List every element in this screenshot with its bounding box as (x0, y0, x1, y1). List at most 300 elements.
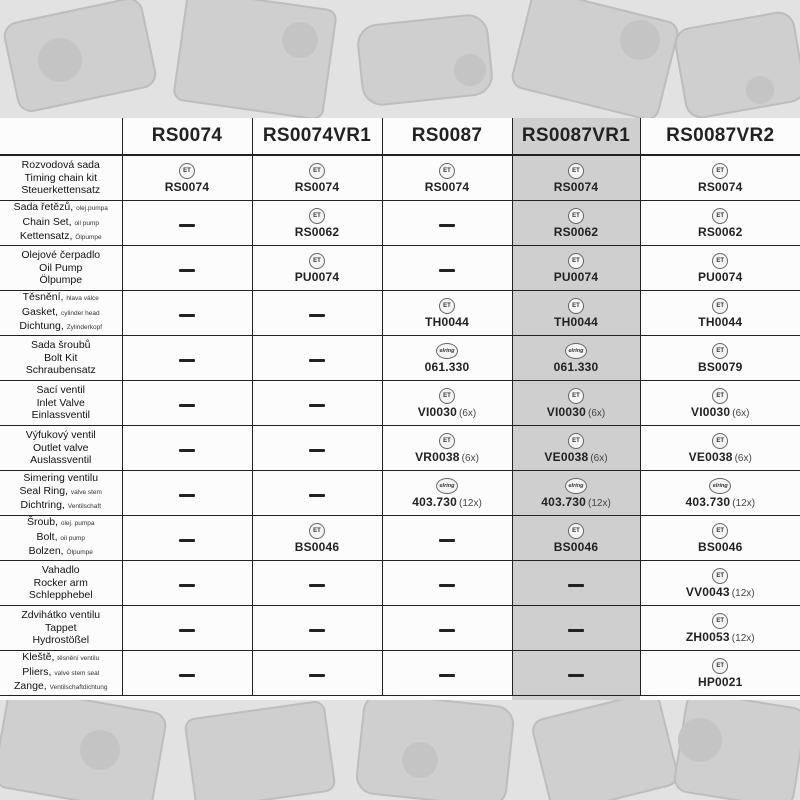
row-label-subtext: oil pump (60, 534, 85, 542)
part-cell (252, 336, 382, 381)
part-number: 403.730 (412, 494, 457, 509)
row-label-line (0, 429, 122, 442)
table-row (0, 336, 800, 381)
et-logo-icon: ET (712, 523, 728, 539)
not-included-dash (179, 314, 195, 317)
row-label-line (0, 339, 122, 352)
part-cell (640, 651, 800, 696)
row-label-text: Simering ventilu (23, 472, 99, 485)
row-label-text: Dichtung, (19, 320, 64, 333)
part-number-line (544, 450, 607, 464)
table-row (0, 516, 800, 561)
et-logo-icon: ET (439, 388, 455, 404)
part-number-line (698, 225, 743, 239)
part-cell (252, 291, 382, 336)
part-cell (122, 336, 252, 381)
part-cell (382, 155, 512, 201)
row-label-line (0, 622, 122, 635)
row-label-text: Sada šroubů (30, 339, 91, 352)
row-label-line (0, 680, 122, 695)
row-label-line (0, 589, 122, 602)
row-label-text: Seal Ring, (19, 484, 68, 497)
not-included-dash (309, 584, 325, 587)
not-included-dash (439, 224, 455, 227)
part-cell (252, 651, 382, 696)
header-corner (0, 118, 122, 155)
et-logo-icon: ET (439, 163, 455, 179)
part-number-line (412, 495, 482, 509)
not-included-dash (309, 404, 325, 407)
row-label-line (0, 442, 122, 455)
elring-logo-icon: elring (709, 478, 731, 494)
part-number-line (415, 450, 479, 464)
part-entry (383, 388, 512, 419)
et-logo-icon: ET (712, 388, 728, 404)
row-label-text: Zange, (14, 680, 47, 693)
row-label-text: Kettensatz, (19, 230, 73, 243)
part-quantity: (6x) (590, 452, 608, 464)
part-cell (122, 201, 252, 246)
row-label-line (0, 230, 122, 245)
part-entry (253, 208, 382, 239)
part-entry (513, 433, 640, 464)
row-label-line (0, 634, 122, 647)
row-label-text: Chain Set, (22, 215, 72, 228)
et-logo-icon: ET (712, 568, 728, 584)
part-quantity: (12x) (732, 497, 756, 509)
part-cell (640, 381, 800, 426)
row-label-line (0, 577, 122, 590)
part-number: VI0030 (691, 404, 731, 419)
et-logo-icon: ET (568, 523, 584, 539)
et-logo-icon: ET (712, 298, 728, 314)
row-label-subtext: Zylinderkopf (66, 324, 103, 332)
row-label-text: Bolzen, (28, 545, 64, 558)
part-number-line (554, 360, 599, 374)
part-number: RS0074 (164, 179, 210, 194)
part-entry (641, 253, 800, 284)
row-label-subtext: valve stem seal (54, 669, 100, 677)
part-cell (382, 471, 512, 516)
et-logo-icon: ET (309, 253, 325, 269)
row-label-text: Schraubensatz (25, 364, 96, 377)
part-cell (122, 381, 252, 426)
row-label-text: Těsnění, (22, 291, 64, 304)
row-label (0, 561, 122, 606)
row-label-subtext: oil pump (74, 219, 100, 227)
part-cell (640, 291, 800, 336)
part-number-line (541, 495, 611, 509)
row-label (0, 516, 122, 561)
not-included-dash (568, 584, 584, 587)
part-entry (383, 343, 512, 374)
row-label-text: Hydrostößel (32, 634, 90, 647)
part-cell (382, 426, 512, 471)
part-entry (253, 253, 382, 284)
row-label (0, 471, 122, 516)
part-cell (382, 336, 512, 381)
part-entry (513, 253, 640, 284)
row-label-text: Ölpumpe (39, 274, 83, 287)
part-entry (513, 298, 640, 329)
part-cell (122, 516, 252, 561)
et-logo-icon: ET (712, 253, 728, 269)
part-number-line (554, 315, 598, 329)
part-number-line (425, 180, 470, 194)
part-number-line (418, 405, 476, 419)
part-number: PU0074 (294, 269, 340, 284)
part-entry (641, 478, 800, 509)
row-label (0, 426, 122, 471)
not-included-dash (179, 449, 195, 452)
part-cell (252, 471, 382, 516)
part-number: 403.730 (685, 494, 731, 509)
column-header: RS0087VR2 (640, 118, 800, 155)
not-included-dash (179, 584, 195, 587)
row-label-line (0, 397, 122, 410)
part-cell (382, 516, 512, 561)
row-label-text: Pliers, (22, 665, 52, 678)
part-quantity: (6x) (461, 452, 479, 464)
part-cell (252, 516, 382, 561)
et-logo-icon: ET (712, 343, 728, 359)
part-entry (641, 388, 800, 419)
part-number-line (698, 360, 743, 374)
table-row (0, 381, 800, 426)
row-label-line (0, 516, 122, 531)
row-label-subtext: cylinder head (60, 309, 100, 317)
part-entry (513, 523, 640, 554)
part-entry (641, 658, 800, 689)
row-label-subtext: Ölpumpe (66, 549, 93, 557)
row-label-text: Oil Pump (39, 261, 83, 274)
row-label-text: Outlet valve (33, 441, 89, 454)
part-cell (382, 651, 512, 696)
part-entry (513, 343, 640, 374)
part-number: VE0038 (544, 449, 589, 464)
kit-comparison-table (0, 118, 800, 696)
not-included-dash (179, 494, 195, 497)
part-number-line (165, 180, 210, 194)
et-logo-icon: ET (439, 433, 455, 449)
row-label-text: Steuerkettensatz (21, 184, 101, 197)
part-cell (122, 561, 252, 606)
table-row (0, 291, 800, 336)
part-number: TH0044 (425, 314, 469, 329)
part-cell (252, 606, 382, 651)
part-cell (252, 246, 382, 291)
not-included-dash (439, 269, 455, 272)
row-label-line (0, 531, 122, 546)
part-cell (382, 606, 512, 651)
part-entry (383, 478, 512, 509)
row-label-text: Bolt Kit (44, 351, 78, 364)
part-entry (641, 208, 800, 239)
part-number: VE0038 (688, 449, 733, 464)
not-included-dash (309, 359, 325, 362)
et-logo-icon: ET (568, 208, 584, 224)
part-cell (512, 246, 640, 291)
et-logo-icon: ET (568, 388, 584, 404)
part-cell (512, 336, 640, 381)
part-quantity: (12x) (458, 497, 482, 509)
part-entry (383, 298, 512, 329)
part-number-line (689, 450, 752, 464)
row-label-line (0, 609, 122, 622)
table-row (0, 561, 800, 606)
part-number: 061.330 (553, 359, 599, 374)
row-label-line (0, 384, 122, 397)
part-entry (513, 163, 640, 194)
part-cell (512, 381, 640, 426)
table-row (0, 606, 800, 651)
part-number: ZH0053 (685, 629, 730, 644)
part-cell (252, 561, 382, 606)
row-label-line (0, 172, 122, 185)
part-cell (640, 201, 800, 246)
part-entry (641, 523, 800, 554)
not-included-dash (179, 224, 195, 227)
row-label-line (0, 666, 122, 681)
part-number-line (698, 675, 743, 689)
row-label-line (0, 159, 122, 172)
row-label-subtext: olej.pumpa (76, 205, 108, 213)
row-label-text: Vahadlo (41, 564, 80, 577)
row-label-text: Auslassventil (30, 454, 92, 467)
part-number-line (691, 405, 749, 419)
column-header: RS0087 (382, 118, 512, 155)
et-logo-icon: ET (568, 298, 584, 314)
part-cell (640, 516, 800, 561)
row-label (0, 201, 122, 246)
elring-logo-icon: elring (436, 343, 458, 359)
part-number-line (554, 225, 599, 239)
part-quantity: (12x) (587, 497, 611, 509)
part-cell (252, 426, 382, 471)
part-number-line (295, 270, 340, 284)
part-cell (382, 291, 512, 336)
header-row (0, 118, 800, 155)
row-label-line (0, 485, 122, 500)
row-label-line (0, 564, 122, 577)
row-label-text: Výfukový ventil (25, 429, 96, 442)
part-number-line (698, 270, 743, 284)
row-label-line (0, 472, 122, 485)
et-logo-icon: ET (712, 208, 728, 224)
row-label-text: Zdvihátko ventilu (21, 609, 101, 622)
part-entry (383, 163, 512, 194)
part-entry (641, 613, 800, 644)
row-label-subtext: Ventilschaft (67, 503, 102, 511)
part-number: PU0074 (697, 269, 743, 284)
row-label-line (0, 545, 122, 560)
row-label-line (0, 306, 122, 321)
table-row (0, 651, 800, 696)
row-label-text: Gasket, (21, 305, 59, 318)
row-label-line (0, 291, 122, 306)
not-included-dash (439, 539, 455, 542)
part-cell (640, 426, 800, 471)
row-label-text: Timing chain kit (24, 171, 98, 184)
part-cell (640, 606, 800, 651)
part-number: VI0030 (546, 404, 586, 419)
part-number: 061.330 (424, 359, 470, 374)
row-label-text: Einlassventil (31, 409, 90, 422)
part-number-line (425, 315, 469, 329)
part-cell (122, 426, 252, 471)
column-header: RS0074VR1 (252, 118, 382, 155)
row-label-line (0, 201, 122, 216)
not-included-dash (309, 314, 325, 317)
table-row (0, 471, 800, 516)
row-label (0, 381, 122, 426)
part-cell (512, 606, 640, 651)
part-number-line (295, 540, 340, 554)
part-number: 403.730 (541, 494, 586, 509)
not-included-dash (439, 584, 455, 587)
row-label (0, 291, 122, 336)
row-label-line (0, 454, 122, 467)
row-label-line (0, 262, 122, 275)
part-number-line (295, 225, 340, 239)
not-included-dash (179, 404, 195, 407)
row-label-line (0, 352, 122, 365)
table-row (0, 155, 800, 201)
part-number: BS0046 (697, 539, 743, 554)
part-number: RS0062 (697, 224, 743, 239)
row-label-line (0, 216, 122, 231)
part-number-line (686, 630, 755, 644)
part-entry (513, 208, 640, 239)
not-included-dash (179, 269, 195, 272)
row-label (0, 155, 122, 201)
part-entry (253, 523, 382, 554)
row-label-subtext: hlava válce (66, 295, 99, 303)
part-cell (382, 381, 512, 426)
row-label-line (0, 274, 122, 287)
part-number: BS0046 (553, 539, 599, 554)
part-number: RS0074 (697, 179, 743, 194)
not-included-dash (309, 674, 325, 677)
row-label-subtext: olej. pumpa (60, 520, 95, 528)
not-included-dash (309, 449, 325, 452)
row-label (0, 606, 122, 651)
not-included-dash (568, 629, 584, 632)
part-cell (512, 155, 640, 201)
part-number-line (686, 585, 755, 599)
part-number-line (554, 180, 599, 194)
part-quantity: (6x) (734, 452, 752, 464)
part-cell (512, 561, 640, 606)
part-cell (640, 471, 800, 516)
et-logo-icon: ET (568, 253, 584, 269)
part-number: RS0074 (294, 179, 340, 194)
part-cell (122, 291, 252, 336)
row-label-text: Schlepphebel (28, 589, 93, 602)
part-cell (512, 516, 640, 561)
part-entry (383, 433, 512, 464)
part-entry (641, 433, 800, 464)
et-logo-icon: ET (712, 163, 728, 179)
row-label-text: Sada řetězů, (13, 201, 74, 214)
part-cell (512, 651, 640, 696)
part-quantity: (6x) (732, 407, 750, 419)
part-number-line (698, 315, 742, 329)
row-label (0, 246, 122, 291)
part-quantity: (6x) (459, 407, 477, 419)
part-number: RS0062 (294, 224, 340, 239)
et-logo-icon: ET (439, 298, 455, 314)
part-number-line (554, 540, 599, 554)
row-label (0, 336, 122, 381)
et-logo-icon: ET (712, 433, 728, 449)
not-included-dash (179, 629, 195, 632)
row-label-subtext: valve stem (70, 488, 102, 496)
row-label-subtext: Ölpumpe (75, 234, 102, 242)
table-row (0, 201, 800, 246)
part-cell (122, 246, 252, 291)
part-number-line (547, 405, 605, 419)
part-entry (253, 163, 382, 194)
not-included-dash (179, 359, 195, 362)
row-label-text: Sací ventil (36, 384, 85, 397)
part-cell (122, 606, 252, 651)
row-label-text: Bolt, (36, 530, 58, 543)
row-label (0, 651, 122, 696)
et-logo-icon: ET (712, 613, 728, 629)
part-cell (382, 201, 512, 246)
part-number-line (698, 540, 743, 554)
part-number: RS0074 (424, 179, 470, 194)
row-label-line (0, 409, 122, 422)
row-label-line (0, 499, 122, 514)
part-cell (512, 291, 640, 336)
part-number: RS0062 (553, 224, 599, 239)
not-included-dash (568, 674, 584, 677)
part-cell (640, 561, 800, 606)
column-header: RS0087VR1 (512, 118, 640, 155)
part-number: BS0079 (697, 359, 743, 374)
not-included-dash (179, 674, 195, 677)
part-cell (252, 201, 382, 246)
not-included-dash (439, 674, 455, 677)
part-cell (382, 561, 512, 606)
part-number: BS0046 (294, 539, 340, 554)
part-number: HP0021 (697, 674, 743, 689)
part-number: VR0038 (415, 449, 460, 464)
part-entry (513, 478, 640, 509)
et-logo-icon: ET (179, 163, 195, 179)
part-entry (513, 388, 640, 419)
part-cell (640, 336, 800, 381)
elring-logo-icon: elring (565, 478, 587, 494)
et-logo-icon: ET (568, 433, 584, 449)
part-cell (382, 246, 512, 291)
row-label-text: Rocker arm (33, 576, 88, 589)
part-cell (640, 155, 800, 201)
row-label-text: Olejové čerpadlo (21, 249, 101, 262)
part-entry (641, 298, 800, 329)
row-label-text: Dichtring, (20, 499, 65, 512)
part-entry (641, 163, 800, 194)
part-quantity: (12x) (731, 587, 755, 599)
row-label-line (0, 651, 122, 666)
part-entry (123, 163, 252, 194)
part-cell (640, 246, 800, 291)
row-label-text: Kleště, (22, 651, 55, 664)
et-logo-icon: ET (309, 523, 325, 539)
part-number: RS0074 (553, 179, 599, 194)
